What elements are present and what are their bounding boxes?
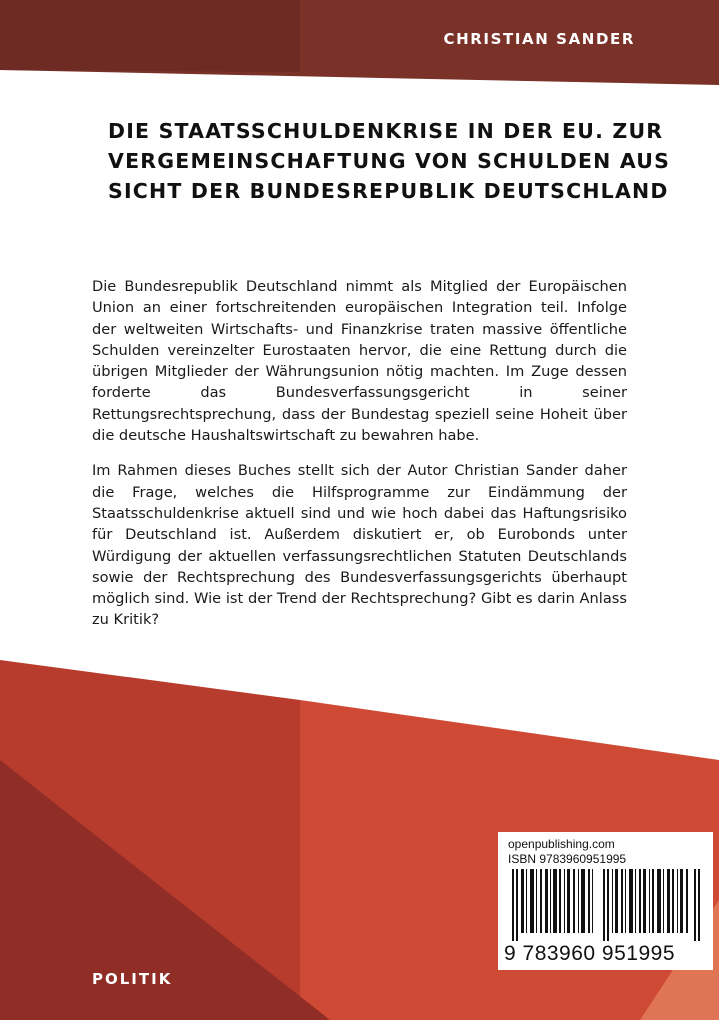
title-line: DIE STAATSSCHULDENKRISE IN DER EU. ZUR — [108, 119, 664, 143]
barcode-digits: 9 783960 951995 — [504, 942, 675, 965]
barcode-block — [498, 832, 713, 970]
title-line: VERGEMEINSCHAFTUNG VON SCHULDEN AUS — [108, 149, 671, 173]
book-title — [108, 116, 671, 206]
top-band-shade-shape — [0, 0, 300, 72]
author-name: CHRISTIAN SANDER — [443, 30, 635, 48]
genre-label: POLITIK — [92, 970, 173, 988]
publisher-site: openpublishing.com — [508, 837, 615, 851]
isbn-label: ISBN 9783960951995 — [508, 852, 627, 866]
blurb-paragraph: Im Rahmen dieses Buches stellt sich der Autor Christian Sander daher die Frage, welches die Hilfsprogramme zur Eindämmung der Staatsschuldenkrise aktuell sind und wie hoch dabei das Haftungsrisiko für Deutschland ist. Außerdem diskutiert er, ob Eurobonds unter Würdigung der aktuellen verfassungsrechtlichen Statuten Deutschlands sowie der Rechtsprechung des Bundesverfassungsgerichts überhaupt möglich sind. Wie ist der Trend der Rechtsprechung? Gibt es darin Anlass zu Kritik? — [92, 462, 627, 629]
title-line: SICHT DER BUNDESREPUBLIK DEUTSCHLAND — [108, 179, 669, 203]
blurb — [92, 276, 627, 645]
blurb-paragraph: Die Bundesrepublik Deutschland nimmt als Mitglied der Europäischen Union an einer fortschreitenden europäischen Integration teil. Infolge der weltweiten Wirtschafts- und Finanzkrise traten massive öffentliche Schulden vereinzelter Eurostaaten hervor, die eine Rettung durch die übrigen Mitglieder der Währungsunion nötig machten. Im Zuge dessen forderte das Bundesverfassungsgericht in seiner Rettungsrechtsprechung, dass der Bundestag speziell seine Hoheit über die deutsche Haushaltswirtschaft zu bewahren habe. — [92, 278, 627, 445]
barcode-bars — [512, 869, 702, 941]
